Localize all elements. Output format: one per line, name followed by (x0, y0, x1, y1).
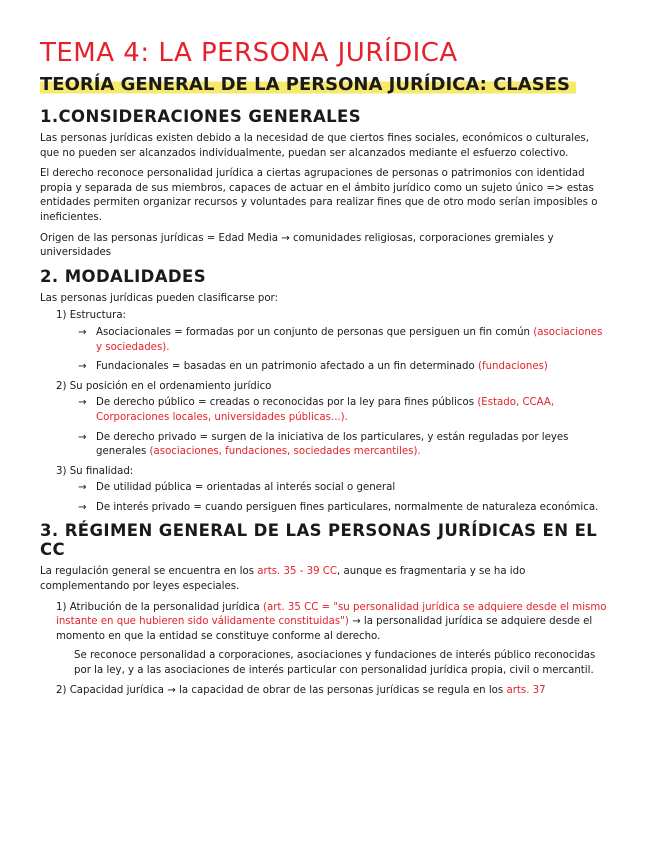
arrow-icon: → (78, 431, 87, 443)
section-2-heading: 2. MODALIDADES (40, 266, 206, 286)
point-1-article: (art. 35 CC = "su personalidad jurídica se adquiere desde el mismo instante en que hubieren sido válidamente constituidas") (56, 601, 607, 628)
intro-text: La regulación general se encuentra en los (40, 566, 255, 578)
point-1-text: → la personalidad jurídica se adquiere desde el momento en que la entidad se constituye conforme al derecho. (56, 616, 593, 642)
classification-purpose-label: 3) Su finalidad: (56, 465, 134, 477)
arrow-icon: → (78, 501, 87, 513)
section-3-intro (40, 565, 610, 594)
arrow-icon: → (78, 397, 87, 409)
section-1-paragraph-3: Origen de las personas jurídicas = Edad Media → comunidades religiosas, corporaciones gremiales y universidades (40, 232, 554, 259)
classification-position-label: 2) Su posición en el ordenamiento jurídico (56, 380, 272, 392)
arrow-icon: → (78, 326, 87, 338)
item-text: Fundacionales = basadas en un patrimonio afectado a un fin determinado (96, 361, 475, 373)
list-item-asociacionales (78, 326, 610, 355)
item-example: (asociaciones, fundaciones, sociedades mercantiles). (149, 446, 421, 458)
intro-text-end: , aunque es fragmentaria y se ha ido complementando por leyes especiales. (40, 566, 526, 593)
item-example: (fundaciones) (478, 361, 548, 373)
list-item-interes-privado (78, 501, 610, 516)
point-1-label: 1) Atribución de la personalidad jurídica (56, 601, 260, 613)
arrow-icon: → (78, 482, 87, 494)
section-1-paragraph-2: El derecho reconoce personalidad jurídica a ciertas agrupaciones de personas o patrimonios con identidad propia y separada de sus miembros, capaces de actuar en el ámbito jurídico como un sujeto único => estas entidades permiten organizar recursos y voluntades para realizar fines que de otro modo serían imposibles o ineficientes. (40, 168, 598, 223)
section-2-intro: Las personas jurídicas pueden clasificarse por: (40, 292, 279, 304)
list-item-derecho-publico (78, 396, 610, 425)
section-1-paragraph-1: Las personas jurídicas existen debido a la necesidad de que ciertos fines sociales, económicos o culturales, que no pueden ser alcanzados individualmente, puedan ser alcanzados mediante el esfuerzo colectivo. (40, 133, 589, 159)
list-item-fundacionales (78, 360, 610, 375)
item-text: Asociacionales = formadas por un conjunto de personas que persiguen un fin común (96, 326, 530, 338)
item-text: De utilidad pública = orientadas al interés social o general (96, 482, 396, 494)
section-3-heading: 3. RÉGIMEN GENERAL DE LAS PERSONAS JURÍDICAS EN EL CC (40, 521, 598, 560)
intro-articles: arts. 35 - 39 CC (257, 566, 338, 578)
item-example: (Estado, CCAA, Corporaciones locales, universidades públicas...). (96, 397, 555, 423)
list-item-utilidad-publica (78, 481, 610, 496)
item-example: (asociaciones y sociedades). (96, 326, 603, 353)
point-2-capacidad (56, 684, 610, 699)
section-1-heading: 1.CONSIDERACIONES GENERALES (40, 107, 361, 126)
item-text: De derecho privado = surgen de la iniciativa de los particulares, y están reguladas por leyes generales (96, 431, 569, 458)
point-2-text: 2) Capacidad jurídica → la capacidad de obrar de las personas jurídicas se regula en los (56, 684, 504, 696)
arrow-icon: → (78, 361, 87, 373)
page-subtitle: TEORÍA GENERAL DE LA PERSONA JURÍDICA: CLASES (40, 74, 576, 95)
classification-structure-label: 1) Estructura: (56, 310, 126, 322)
point-1-paragraph: Se reconoce personalidad a corporaciones, asociaciones y fundaciones de interés público reconocidas por la ley, y a las asociaciones de interés particular con personalidad jurídica propia, civil o mercantil. (74, 650, 596, 677)
list-item-derecho-privado (78, 431, 610, 460)
page-title: TEMA 4: LA PERSONA JURÍDICA (40, 38, 458, 68)
item-text: De interés privado = cuando persiguen fines particulares, normalmente de naturaleza económica. (96, 501, 599, 513)
point-1-atribucion (56, 601, 610, 645)
point-2-article: arts. 37 (506, 684, 546, 696)
item-text: De derecho público = creadas o reconocidas por la ley para fines públicos (96, 397, 475, 409)
